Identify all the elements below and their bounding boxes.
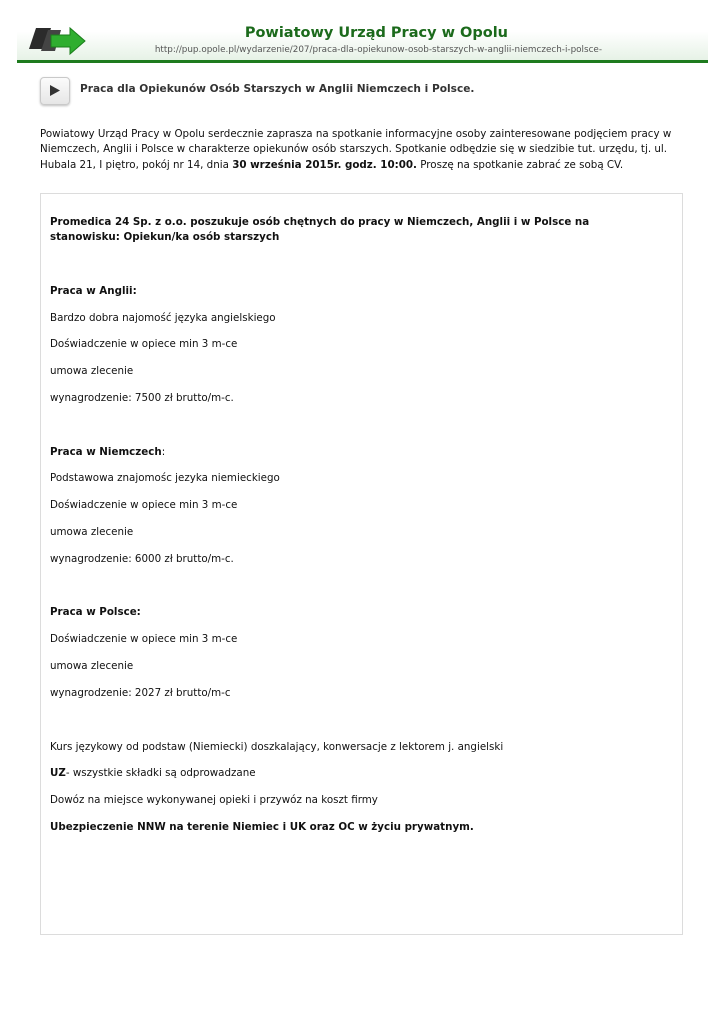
arrow-logo-icon bbox=[27, 22, 87, 56]
article-arrow-button[interactable] bbox=[40, 77, 70, 105]
insurance-info: Ubezpieczenie NNW na terenie Niemiec i UK oraz OC w życiu prywatnym. bbox=[50, 821, 474, 833]
transport-info: Dowóz na miejsce wykonywanej opieki i przywóz na koszt firmy bbox=[50, 794, 378, 806]
section-heading-de-suffix: : bbox=[161, 446, 166, 458]
list-item: Bardzo dobra najomość języka angielskiego bbox=[50, 312, 276, 324]
intro-text-end: Proszę na spotkanie zabrać ze sobą CV. bbox=[416, 158, 624, 171]
section-heading-de-text: Praca w Niemczech bbox=[50, 446, 162, 458]
uz-text: - wszystkie składki są odprowadzane bbox=[65, 767, 256, 779]
site-title: Powiatowy Urząd Pracy w Opolu bbox=[244, 25, 508, 41]
page-url: http://pup.opole.pl/wydarzenie/207/praca-dla-opiekunow-osob-starszych-w-anglii-niemczech-i-polsce- bbox=[154, 45, 602, 55]
meeting-date: 30 września 2015r. godz. 10:00. bbox=[232, 158, 417, 171]
article-title: Praca dla Opiekunów Osób Starszych w Anglii Niemczech i Polsce. bbox=[80, 83, 475, 95]
list-item: Doświadczenie w opiece min 3 m-ce bbox=[50, 633, 238, 645]
list-item: umowa zlecenie bbox=[50, 526, 134, 538]
list-item: Podstawowa znajomośc jezyka niemieckiego bbox=[50, 472, 280, 484]
list-item: Doświadczenie w opiece min 3 m-ce bbox=[50, 499, 238, 511]
section-heading-pl: Praca w Polsce: bbox=[50, 606, 141, 618]
intro-text: Powiatowy Urząd Pracy w Opolu serdecznie zaprasza na spotkanie informacyjne osoby zainteresowane podjęciem pracy w Niemczech, Anglii i Polsce w charakterze opiekunów osób starszych. Spotkanie odbędzie się w siedzibie tut. urzędu, tj. ul. Hubala 21, I piętro, pokój nr 14, dnia bbox=[40, 128, 672, 171]
section-heading-uk: Praca w Anglii: bbox=[50, 285, 137, 297]
uz-label: UZ bbox=[50, 767, 66, 779]
offer-heading: Promedica 24 Sp. z o.o. poszukuje osób chętnych do pracy w Niemczech, Anglii i w Polsce na stanowisku: Opiekun/ka osób starszych bbox=[50, 216, 590, 244]
list-item: Doświadczenie w opiece min 3 m-ce bbox=[50, 338, 238, 350]
list-item: wynagrodzenie: 7500 zł brutto/m-c. bbox=[50, 392, 234, 404]
play-arrow-icon bbox=[50, 85, 60, 96]
site-header bbox=[17, 16, 708, 63]
intro-paragraph bbox=[40, 127, 690, 173]
section-heading-de bbox=[50, 445, 165, 460]
list-item: umowa zlecenie bbox=[50, 660, 134, 672]
list-item: umowa zlecenie bbox=[50, 365, 134, 377]
list-item: wynagrodzenie: 2027 zł brutto/m-c bbox=[50, 687, 231, 699]
uz-info bbox=[50, 766, 256, 781]
offer-box bbox=[40, 193, 683, 935]
course-info: Kurs językowy od podstaw (Niemiecki) doszkalający, konwersacje z lektorem j. angielski bbox=[50, 741, 504, 753]
list-item: wynagrodzenie: 6000 zł brutto/m-c. bbox=[50, 553, 234, 565]
